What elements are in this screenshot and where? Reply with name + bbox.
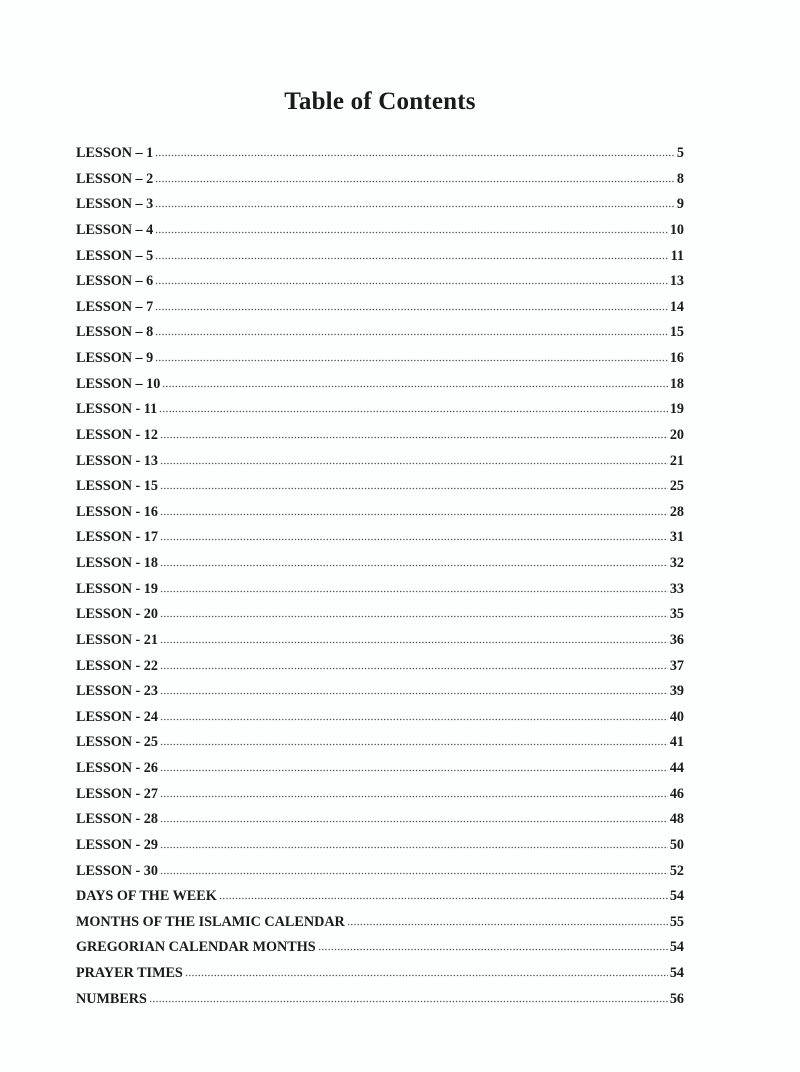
dot-leader — [160, 812, 668, 823]
toc-entry-page-number: 31 — [669, 529, 684, 546]
toc-entry — [76, 783, 684, 809]
toc-entry-label: LESSON - 23 — [76, 683, 158, 700]
toc-entry-label: LESSON – 4 — [76, 221, 154, 238]
toc-entry-page-number: 14 — [669, 298, 684, 315]
toc-entry-label: LESSON - 15 — [76, 478, 158, 495]
toc-entry-label: LESSON - 18 — [76, 555, 158, 571]
toc-entry-label: LESSON - 11 — [76, 401, 158, 418]
toc-entry — [76, 552, 684, 578]
toc-entry-label: LESSON – 8 — [76, 324, 154, 341]
dot-leader — [160, 607, 668, 618]
toc-entry-label: LESSON – 6 — [76, 273, 154, 290]
toc-entry-label: LESSON - 19 — [76, 580, 158, 597]
toc-entry-page-number: 10 — [669, 221, 684, 238]
page-title: Table of Contents — [284, 88, 476, 115]
toc-entry — [76, 988, 684, 1014]
toc-entry-page-number: 50 — [669, 836, 684, 853]
toc-entry-label: GREGORIAN CALENDAR MONTHS — [76, 939, 316, 956]
toc-entry-label: PRAYER TIMES — [76, 965, 183, 981]
toc-entry-label: LESSON – 9 — [76, 350, 154, 366]
dot-leader — [160, 684, 668, 695]
toc-entry — [76, 655, 684, 681]
toc-entry-label: LESSON – 1 — [76, 145, 154, 161]
toc-entry-page-number: 15 — [669, 324, 684, 341]
dot-leader — [160, 787, 668, 798]
toc-entry — [76, 757, 684, 783]
toc-entry-page-number: 48 — [669, 811, 684, 828]
toc-entry-page-number: 46 — [669, 785, 684, 802]
toc-entry-label: LESSON - 26 — [76, 760, 158, 776]
toc-entry-label: NUMBERS — [76, 990, 147, 1007]
toc-entry — [76, 296, 684, 322]
toc-entry — [76, 193, 684, 219]
toc-entry — [76, 860, 684, 886]
toc-entry-label: MONTHS OF THE ISLAMIC CALENDAR — [76, 913, 345, 930]
toc-entry-label: LESSON – 10 — [76, 375, 161, 392]
toc-entry — [76, 501, 684, 527]
dot-leader — [160, 479, 668, 490]
toc-entry — [76, 450, 684, 476]
toc-entry-page-number: 55 — [669, 913, 684, 930]
dot-leader — [219, 889, 668, 900]
dot-leader — [155, 274, 668, 285]
dot-leader — [160, 761, 668, 772]
toc-entry-label: LESSON - 22 — [76, 657, 158, 674]
toc-entry-label: LESSON – 7 — [76, 298, 154, 315]
toc-entry-label: LESSON - 17 — [76, 529, 158, 546]
toc-entry-page-number: 54 — [669, 939, 684, 956]
dot-leader — [155, 300, 668, 311]
toc-entry-page-number: 41 — [669, 734, 684, 751]
dot-leader — [155, 351, 668, 362]
toc-entry — [76, 168, 684, 194]
toc-entry — [76, 424, 684, 450]
table-of-contents — [76, 142, 684, 1013]
toc-entry-label: LESSON – 5 — [76, 247, 154, 264]
toc-entry-label: LESSON - 20 — [76, 606, 158, 623]
toc-entry — [76, 270, 684, 296]
dot-leader — [160, 633, 668, 644]
toc-entry-page-number: 16 — [669, 350, 684, 366]
dot-leader — [159, 402, 668, 413]
toc-entry-page-number: 11 — [670, 247, 684, 264]
toc-entry-label: LESSON - 25 — [76, 734, 158, 751]
toc-entry-page-number: 54 — [669, 888, 684, 905]
toc-entry-page-number: 13 — [669, 273, 684, 290]
dot-leader — [160, 864, 668, 875]
toc-entry-page-number: 36 — [669, 631, 684, 648]
dot-leader — [160, 710, 668, 721]
toc-entry-page-number: 28 — [669, 503, 684, 520]
toc-entry-page-number: 5 — [676, 145, 684, 161]
toc-entry-label: LESSON - 30 — [76, 862, 158, 879]
dot-leader — [160, 556, 668, 567]
dot-leader — [160, 582, 668, 593]
dot-leader — [160, 505, 668, 516]
toc-entry — [76, 731, 684, 757]
toc-entry — [76, 834, 684, 860]
dot-leader — [155, 249, 668, 260]
toc-entry-page-number: 54 — [669, 965, 684, 981]
dot-leader — [185, 966, 668, 977]
dot-leader — [160, 530, 668, 541]
toc-entry-label: LESSON – 2 — [76, 170, 154, 187]
dot-leader — [160, 659, 668, 670]
toc-entry — [76, 603, 684, 629]
toc-entry-page-number: 9 — [676, 196, 684, 213]
dot-leader — [155, 223, 668, 234]
dot-leader — [318, 940, 668, 951]
dot-leader — [160, 454, 668, 465]
toc-entry-page-number: 25 — [669, 478, 684, 495]
toc-entry — [76, 680, 684, 706]
toc-entry-page-number: 44 — [669, 760, 684, 776]
toc-entry-page-number: 20 — [669, 426, 684, 443]
toc-entry-page-number: 8 — [676, 170, 684, 187]
toc-entry-page-number: 37 — [669, 657, 684, 674]
toc-entry — [76, 936, 684, 962]
toc-entry-label: LESSON – 3 — [76, 196, 154, 213]
toc-entry — [76, 347, 684, 373]
toc-entry — [76, 885, 684, 911]
toc-entry-page-number: 33 — [669, 580, 684, 597]
toc-entry-label: LESSON - 27 — [76, 785, 158, 802]
toc-entry — [76, 373, 684, 399]
toc-entry-page-number: 35 — [669, 606, 684, 623]
toc-entry — [76, 142, 684, 168]
toc-entry — [76, 911, 684, 937]
dot-leader — [155, 172, 675, 183]
toc-entry-label: LESSON - 24 — [76, 708, 158, 725]
toc-entry — [76, 245, 684, 271]
toc-entry-label: LESSON - 29 — [76, 836, 158, 853]
toc-entry-page-number: 39 — [669, 683, 684, 700]
toc-entry — [76, 321, 684, 347]
toc-entry — [76, 526, 684, 552]
dot-leader — [155, 325, 668, 336]
dot-leader — [347, 915, 668, 926]
toc-entry — [76, 962, 684, 988]
dot-leader — [160, 838, 668, 849]
dot-leader — [160, 428, 668, 439]
toc-entry-page-number: 32 — [669, 555, 684, 571]
toc-entry-label: LESSON - 12 — [76, 426, 158, 443]
toc-entry-page-number: 19 — [669, 401, 684, 418]
toc-entry — [76, 475, 684, 501]
toc-entry-label: DAYS OF THE WEEK — [76, 888, 217, 905]
toc-entry-page-number: 52 — [669, 862, 684, 879]
dot-leader — [155, 197, 675, 208]
dot-leader — [162, 377, 667, 388]
toc-entry — [76, 808, 684, 834]
toc-entry-label: LESSON - 13 — [76, 452, 158, 469]
dot-leader — [160, 735, 668, 746]
toc-entry — [76, 629, 684, 655]
toc-entry-page-number: 18 — [669, 375, 684, 392]
toc-entry-label: LESSON - 16 — [76, 503, 158, 520]
toc-entry-page-number: 21 — [669, 452, 684, 469]
toc-entry — [76, 578, 684, 604]
toc-entry-page-number: 56 — [669, 990, 684, 1007]
toc-entry — [76, 398, 684, 424]
toc-entry-label: LESSON - 21 — [76, 631, 158, 648]
toc-entry — [76, 706, 684, 732]
toc-entry-page-number: 40 — [669, 708, 684, 725]
toc-entry — [76, 219, 684, 245]
dot-leader — [149, 992, 668, 1003]
dot-leader — [155, 146, 675, 157]
toc-entry-label: LESSON - 28 — [76, 811, 158, 828]
